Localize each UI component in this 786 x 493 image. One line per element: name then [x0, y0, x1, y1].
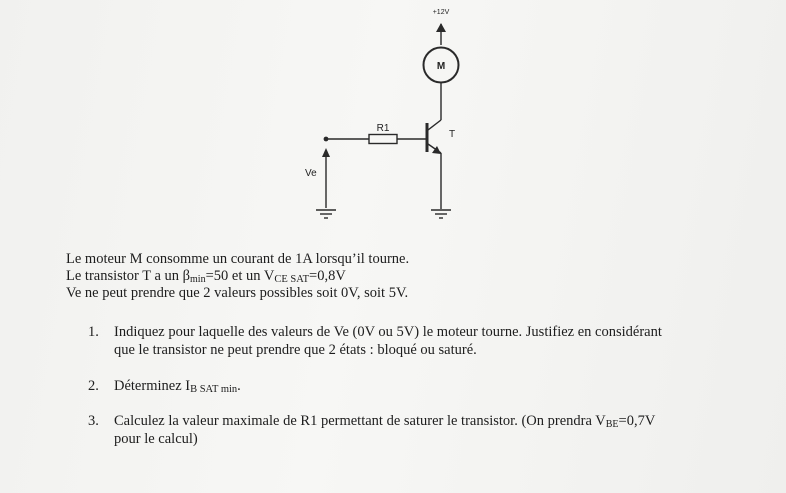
resistor-r1 — [369, 135, 397, 144]
transistor-spec-line: Le transistor T a un $\beta_{min}=50$ et un $V_{CE SAT}=0,8V$ — [66, 268, 346, 285]
question-3: 3. Calculez la valeur maximale de R1 permettant de saturer le transistor. (On prendra $V_{BE}=0,7V$ pour le calcul) — [88, 413, 656, 447]
input-node — [324, 137, 329, 142]
transistor-label: T — [449, 129, 456, 140]
input-label: Ve — [305, 168, 317, 179]
motor-label: M — [436, 61, 446, 72]
ve-values-line: Ve ne peut prendre que 2 valeurs possibles soit 0V, soit 5V. — [66, 285, 409, 301]
motor-current-line: Le moteur M consomme un courant de 1A lorsqu’il tourne. — [66, 251, 410, 267]
resistor-label: R1 — [376, 123, 390, 134]
question-number: 2. — [88, 378, 99, 394]
question-2: 2. Déterminez $I_{B SAT min}$. — [88, 378, 241, 395]
problem-statement — [66, 251, 409, 302]
question-number: 1. — [88, 324, 99, 340]
question-1: 1. Indiquez pour laquelle des valeurs de Ve (0V ou 5V) le moteur tourne. Justifiez en considérant que le transistor ne peut prendre que 2 états : bloqué ou saturé. — [88, 324, 662, 358]
question-number: 3. — [88, 413, 99, 429]
supply-label: +12V — [432, 9, 450, 16]
supply-arrow — [436, 23, 446, 32]
